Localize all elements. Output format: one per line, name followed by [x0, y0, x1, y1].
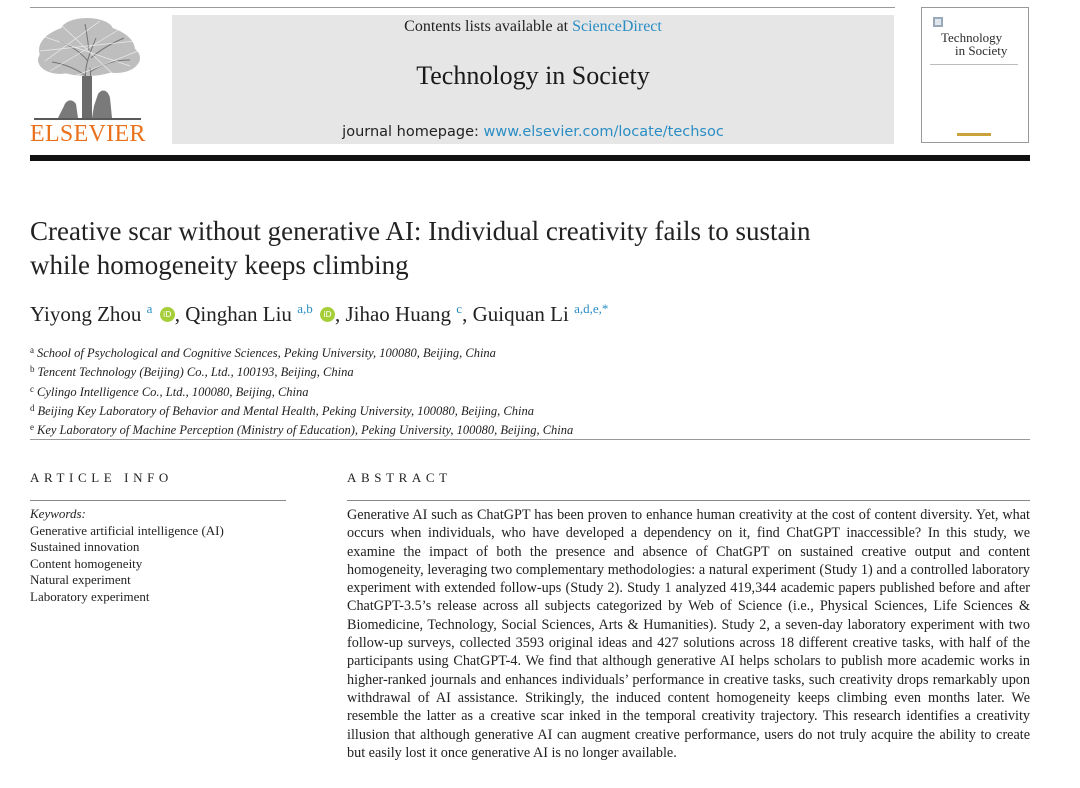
cover-title-line2: in Society [955, 43, 1008, 58]
contents-prefix: Contents lists available at [404, 18, 573, 35]
keyword-item[interactable]: Content homogeneity [30, 555, 143, 571]
article-title-line1: Creative scar without generative AI: Individual creativity fails to sustain [30, 216, 811, 246]
abstract-rule [347, 500, 1030, 501]
author-separator: , [462, 302, 473, 326]
author-list [30, 301, 1010, 327]
affiliation-text: Beijing Key Laboratory of Behavior and Mental Health, Peking University, 100080, Beijing, China [37, 403, 534, 418]
affiliation-key: a [30, 345, 34, 355]
keywords-heading: Keywords: [30, 506, 86, 521]
journal-title: Technology in Society [416, 61, 650, 90]
orcid-icon[interactable]: iD [160, 307, 175, 322]
article-info-rule [30, 500, 286, 501]
journal-homepage-line [172, 124, 894, 140]
journal-cover-thumbnail[interactable] [921, 7, 1029, 143]
article-title-line2: while homogeneity keeps climbing [30, 250, 409, 280]
affiliation-text: Cylingo Intelligence Co., Ltd., 100080, Beijing, China [37, 384, 309, 399]
affiliation-list [30, 342, 1030, 438]
author-name[interactable]: Yiyong Zhou [30, 302, 142, 326]
keyword-item[interactable]: Generative artificial intelligence (AI) [30, 522, 224, 538]
elsevier-wordmark: ELSEVIER [30, 121, 146, 147]
keyword-item[interactable]: Natural experiment [30, 572, 131, 587]
affiliation-key: e [30, 422, 34, 433]
author-affiliation-marker[interactable]: a,d,e,* [574, 301, 609, 316]
affiliation-item [30, 419, 1030, 438]
affiliation-key: d [30, 402, 35, 413]
section-divider [30, 439, 1030, 440]
author-affiliation-marker[interactable]: a,b [297, 301, 313, 316]
affiliation-text: Key Laboratory of Machine Perception (Ministry of Education), Peking University, 100080, Beijing, China [37, 423, 574, 438]
affiliation-text: School of Psychological and Cognitive Sciences, Peking University, 100080, Beijing, China [37, 346, 496, 360]
cover-journal-title [935, 31, 1029, 57]
orcid-icon[interactable]: iD [320, 307, 335, 322]
author-name[interactable]: Qinghan Liu [185, 302, 292, 326]
author-affiliation-marker[interactable]: c [456, 301, 463, 316]
author-separator: , [334, 302, 346, 326]
cover-footer-mark [957, 133, 991, 136]
affiliation-key: b [30, 364, 35, 375]
article-title [30, 214, 1010, 282]
header-thick-rule [30, 155, 1030, 161]
header-top-rule [30, 7, 895, 8]
abstract-heading: ABSTRACT [347, 470, 452, 485]
keywords-block [30, 506, 286, 605]
keyword-item[interactable]: Sustained innovation [30, 539, 140, 554]
affiliation-text: Tencent Technology (Beijing) Co., Ltd., 100193, Beijing, China [37, 365, 354, 380]
author-name[interactable]: Jihao Huang [345, 302, 452, 326]
cover-divider [930, 64, 1018, 65]
affiliation-item [30, 400, 1030, 419]
keyword-item[interactable]: Laboratory experiment [30, 588, 150, 604]
journal-homepage-link[interactable]: www.elsevier.com/locate/techsoc [483, 124, 724, 140]
abstract-text: Generative AI such as ChatGPT has been proven to enhance human creativity at the cost of content diversity. Yet, what occurs when individuals, who have developed a dependency on it, find ChatGPT inaccessible? In this study, we examine the impact of both the presence and absence of ChatGPT on sustained creative output and content homogeneity, leveraging two complementary methodologies: a natural experiment (Study 1) and a controlled laboratory experiment with extended follow-ups (Study 2). Study 1 analyzed 419,344 academic papers published before and after ChatGPT-3.5’s release across all subjects categorized by Web of Science (i.e., Physical Sciences, Life Sciences & Biomedicine, Technology, Social Sciences, Arts & Humanities). Study 2, a seven-day laboratory experiment with two follow-up surveys, collected 3593 original ideas and 427 solutions across 18 different creative tasks, with half of the participants using ChatGPT-4. We find that although generative AI helps scholars to publish more academic works in higher-ranked journals and enhances individuals’ performance in creative tasks, such creativity drops remarkably upon withdrawal of AI assistance. Strikingly, the induced content homogeneity keeps climbing even months later. We resemble the latter as a creative scar inked in the temporal creativity trajectory. This research identifies a creativity illusion that although generative AI can augment creative performance, users do not truly acquire the ability to create but easily lost it once generative AI is no longer available. [347, 507, 1030, 761]
article-info-heading: ARTICLE INFO [30, 470, 173, 485]
author-separator: , [174, 302, 186, 326]
author-name[interactable]: Guiquan Li [472, 302, 569, 326]
author-affiliation-marker[interactable]: a [146, 301, 153, 316]
cover-title-line1: Technology [941, 30, 1003, 45]
affiliation-item [30, 381, 1030, 400]
affiliation-key: c [30, 383, 34, 394]
homepage-prefix: journal homepage: [342, 124, 484, 140]
affiliation-item [30, 342, 1030, 361]
sciencedirect-link[interactable]: ScienceDirect [572, 18, 662, 35]
contents-availability-line [172, 18, 894, 36]
affiliation-item [30, 361, 1030, 380]
cover-publisher-icon [933, 12, 943, 22]
